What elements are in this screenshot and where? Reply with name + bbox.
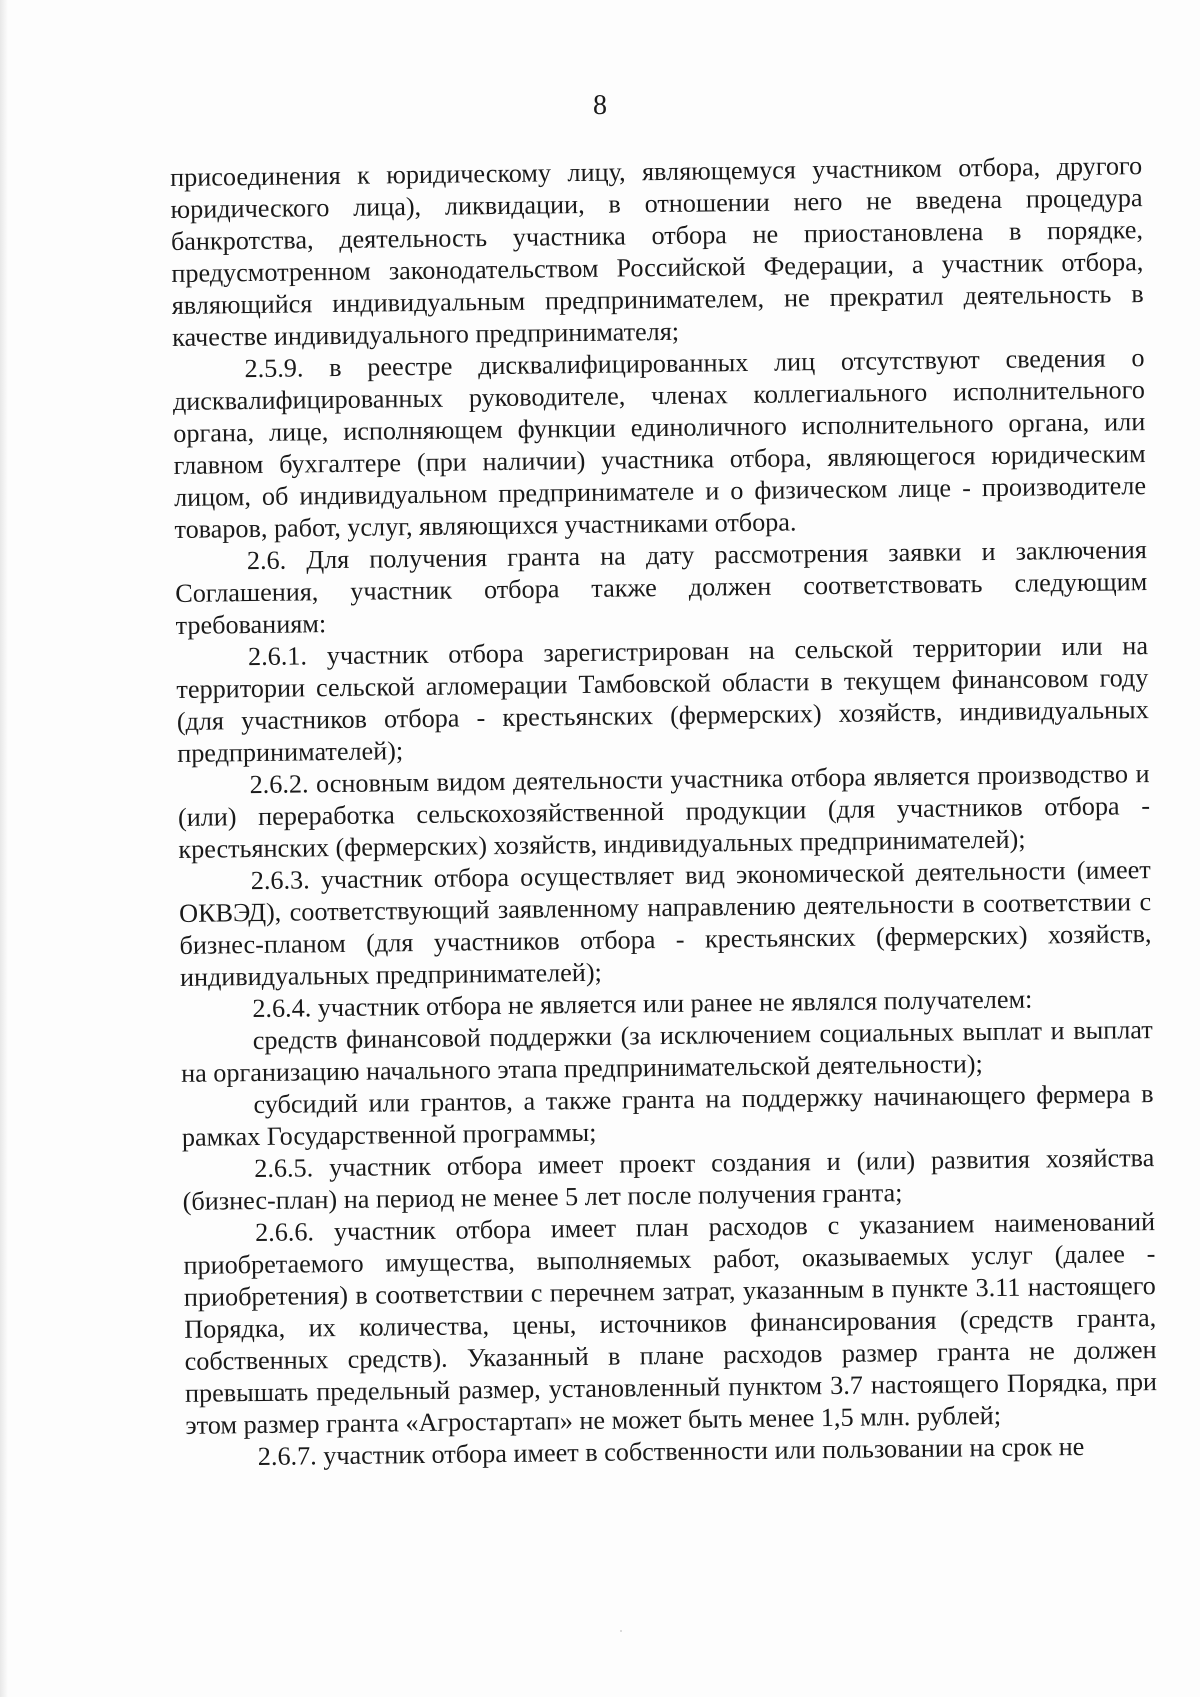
paragraph-2-6-2: 2.6.2. основным видом деятельности участника отбора является производство и (или) переработка сельскохозяйственной продукции (для участников отбора - крестьянских (фермерских) хозяйств, индивидуальных предпринимателей); [177, 759, 1151, 864]
paragraph-2-5-9: 2.5.9. в реестре дисквалифицированных лиц отсутствуют сведения о дисквалифицированных руководителе, членах коллегиального исполнительного органа, лице, исполняющем функции единоличного исполнительного органа, или главном бухгалтере (при наличии) участника отбора, являющегося юридическим лицом, об индивидуальном предпринимателе и о физическом лице - производителе товаров, работ, услуг, являющихся участниками отбора. [172, 343, 1147, 544]
paragraph-2-6-3: 2.6.3. участник отбора осуществляет вид экономической деятельности (имеет ОКВЭД), соответствующий заявленному направлению деятельности в соответствии с бизнес-планом (для участников отбора - крестьянских (фермерских) хозяйств, индивидуальных предпринимателей); [179, 855, 1152, 992]
page-number: 8 [593, 90, 607, 121]
paragraph-2-6-4-financial-support: средств финансовой поддержки (за исключением социальных выплат и выплат на организацию начального этапа предпринимательской деятельности); [180, 1015, 1153, 1088]
paragraph-2-6-1: 2.6.1. участник отбора зарегистрирован на сельской территории или на территории сельской агломерации Тамбовской области в текущем финансовом году (для участников отбора - крестьянских (фермерских) хозяйств, индивидуальных предпринимателей); [176, 631, 1149, 768]
scan-edge-shadow [0, 0, 8, 1697]
paragraph-2-6-4: 2.6.4. участник отбора не является или ранее не являлся получателем: [252, 984, 1033, 1024]
paragraph-2-6-6: 2.6.6. участник отбора имеет план расходов с указанием наименований приобретаемого имущества, выполняемых работ, оказываемых услуг (далее - приобретения) в соответствии с перечнем затрат, указанным в пункте 3.11 настоящего Порядка, их количества, цены, источников финансирования (средств гранта, собственных средств). Указанный в плане расходов размер гранта не должен превышать предельный размер, установленный пунктом 3.7 настоящего Порядка, при этом размер гранта «Агростартап» не может быть менее 1,5 млн. рублей; [183, 1207, 1158, 1440]
paragraph-2-6-5: 2.6.5. участник отбора имеет проект создания и (или) развития хозяйства (бизнес-план) на период не менее 5 лет после получения гранта; [182, 1143, 1155, 1216]
document-body [170, 150, 1158, 1474]
paragraph-2-6: 2.6. Для получения гранта на дату рассмотрения заявки и заключения Соглашения, участник отбора также должен соответствовать следующим требованиям: [175, 535, 1148, 640]
paragraph-2-6-7: 2.6.7. участник отбора имеет в собственности или пользовании на срок не [257, 1431, 1085, 1472]
paragraph-continuation: присоединения к юридическому лицу, являющемуся участником отбора, другого юридического лица), ликвидации, в отношении него не введена процедура банкротства, деятельность участника отбора не приостановлена в порядке, предусмотренном законодательством Российской Федерации, а участник отбора, являющийся индивидуальным предпринимателем, не прекратил деятельность в качестве индивидуального предпринимателя; [170, 151, 1144, 352]
paragraph-2-6-4-subsidies: субсидий или грантов, а также гранта на поддержку начинающего фермера в рамках Государственной программы; [181, 1079, 1154, 1152]
scan-artifact [620, 1630, 622, 1632]
